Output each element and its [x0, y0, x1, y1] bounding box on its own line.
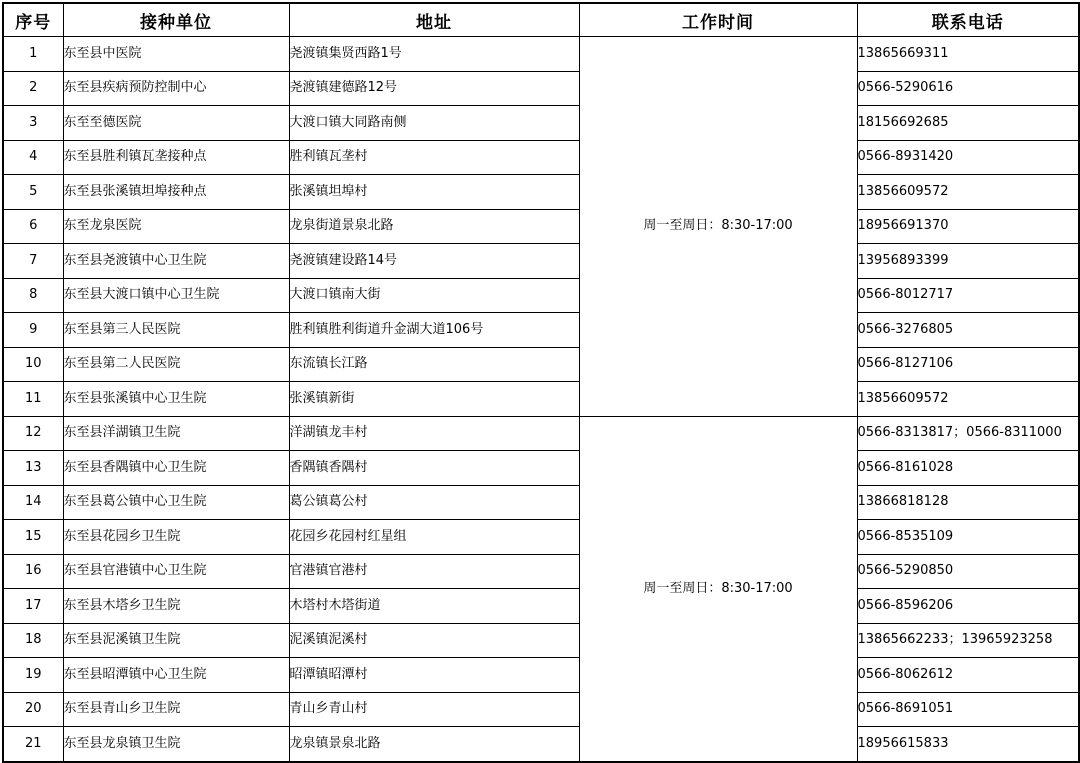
cell-index: 18 — [3, 623, 63, 658]
cell-unit: 东至县大渡口镇中心卫生院 — [63, 278, 289, 313]
cell-unit: 东至县昭潭镇中心卫生院 — [63, 658, 289, 693]
cell-unit: 东至至德医院 — [63, 106, 289, 141]
table-row — [3, 106, 1079, 141]
cell-phone: 0566-8313817；0566-8311000 — [857, 416, 1079, 451]
cell-index: 4 — [3, 140, 63, 175]
cell-phone: 13856609572 — [857, 382, 1079, 417]
cell-index: 2 — [3, 71, 63, 106]
table-header — [3, 3, 1079, 37]
cell-index: 11 — [3, 382, 63, 417]
cell-unit: 东至县花园乡卫生院 — [63, 520, 289, 555]
table-row — [3, 347, 1079, 382]
cell-address: 尧渡镇建德路12号 — [289, 71, 579, 106]
cell-index: 17 — [3, 589, 63, 624]
column-header-index: 序号 — [3, 3, 63, 37]
cell-phone: 0566-8931420 — [857, 140, 1079, 175]
cell-worktime: 周一至周日：8:30-17:00 — [579, 37, 857, 417]
cell-phone: 0566-5290850 — [857, 554, 1079, 589]
cell-phone: 0566-5290616 — [857, 71, 1079, 106]
cell-phone: 13856609572 — [857, 175, 1079, 210]
cell-index: 16 — [3, 554, 63, 589]
cell-index: 12 — [3, 416, 63, 451]
table-header-row — [3, 3, 1079, 37]
cell-index: 8 — [3, 278, 63, 313]
cell-phone: 0566-8535109 — [857, 520, 1079, 555]
cell-address: 尧渡镇建设路14号 — [289, 244, 579, 279]
cell-address: 木塔村木塔街道 — [289, 589, 579, 624]
table-row — [3, 278, 1079, 313]
column-header-phone: 联系电话 — [857, 3, 1079, 37]
table-row — [3, 451, 1079, 486]
cell-index: 20 — [3, 692, 63, 727]
cell-unit: 东至龙泉医院 — [63, 209, 289, 244]
cell-phone: 0566-8127106 — [857, 347, 1079, 382]
cell-address: 香隅镇香隅村 — [289, 451, 579, 486]
cell-index: 6 — [3, 209, 63, 244]
cell-index: 3 — [3, 106, 63, 141]
cell-index: 5 — [3, 175, 63, 210]
cell-address: 胜利镇瓦垄村 — [289, 140, 579, 175]
cell-unit: 东至县第三人民医院 — [63, 313, 289, 348]
cell-unit: 东至县泥溪镇卫生院 — [63, 623, 289, 658]
cell-phone: 0566-3276805 — [857, 313, 1079, 348]
cell-unit: 东至县第二人民医院 — [63, 347, 289, 382]
cell-address: 花园乡花园村红星组 — [289, 520, 579, 555]
cell-address: 洋湖镇龙丰村 — [289, 416, 579, 451]
table-row — [3, 209, 1079, 244]
table-row — [3, 382, 1079, 417]
cell-unit: 东至县中医院 — [63, 37, 289, 72]
cell-index: 1 — [3, 37, 63, 72]
cell-index: 10 — [3, 347, 63, 382]
cell-index: 21 — [3, 727, 63, 762]
table-row — [3, 727, 1079, 762]
column-header-address: 地址 — [289, 3, 579, 37]
cell-phone: 0566-8596206 — [857, 589, 1079, 624]
table-row — [3, 485, 1079, 520]
cell-unit: 东至县张溪镇中心卫生院 — [63, 382, 289, 417]
cell-phone: 0566-8062612 — [857, 658, 1079, 693]
cell-address: 胜利镇胜利街道升金湖大道106号 — [289, 313, 579, 348]
cell-phone: 18156692685 — [857, 106, 1079, 141]
table-row — [3, 416, 1079, 451]
cell-address: 葛公镇葛公村 — [289, 485, 579, 520]
table-row — [3, 71, 1079, 106]
cell-unit: 东至县张溪镇坦埠接种点 — [63, 175, 289, 210]
cell-address: 青山乡青山村 — [289, 692, 579, 727]
cell-index: 15 — [3, 520, 63, 555]
cell-unit: 东至县龙泉镇卫生院 — [63, 727, 289, 762]
table-row — [3, 692, 1079, 727]
cell-phone: 0566-8012717 — [857, 278, 1079, 313]
cell-address: 龙泉镇景泉北路 — [289, 727, 579, 762]
cell-index: 14 — [3, 485, 63, 520]
cell-phone: 18956615833 — [857, 727, 1079, 762]
cell-index: 13 — [3, 451, 63, 486]
cell-address: 张溪镇新街 — [289, 382, 579, 417]
cell-phone: 13866818128 — [857, 485, 1079, 520]
table-row — [3, 313, 1079, 348]
cell-index: 9 — [3, 313, 63, 348]
cell-unit: 东至县疾病预防控制中心 — [63, 71, 289, 106]
cell-address: 大渡口镇大同路南侧 — [289, 106, 579, 141]
cell-unit: 东至县木塔乡卫生院 — [63, 589, 289, 624]
cell-address: 尧渡镇集贤西路1号 — [289, 37, 579, 72]
cell-unit: 东至县尧渡镇中心卫生院 — [63, 244, 289, 279]
cell-phone: 0566-8691051 — [857, 692, 1079, 727]
cell-index: 7 — [3, 244, 63, 279]
table-row — [3, 244, 1079, 279]
cell-address: 张溪镇坦埠村 — [289, 175, 579, 210]
cell-phone: 18956691370 — [857, 209, 1079, 244]
cell-worktime: 周一至周日：8:30-17:00 — [579, 416, 857, 762]
cell-address: 龙泉街道景泉北路 — [289, 209, 579, 244]
cell-address: 官港镇官港村 — [289, 554, 579, 589]
cell-phone: 13865669311 — [857, 37, 1079, 72]
cell-unit: 东至县葛公镇中心卫生院 — [63, 485, 289, 520]
cell-phone: 13956893399 — [857, 244, 1079, 279]
cell-unit: 东至县洋湖镇卫生院 — [63, 416, 289, 451]
table-row — [3, 623, 1079, 658]
cell-phone: 0566-8161028 — [857, 451, 1079, 486]
cell-address: 大渡口镇南大街 — [289, 278, 579, 313]
table-body — [3, 37, 1079, 762]
vaccination-sites-table — [2, 2, 1080, 763]
cell-address: 东流镇长江路 — [289, 347, 579, 382]
cell-phone: 13865662233；13965923258 — [857, 623, 1079, 658]
cell-unit: 东至县香隅镇中心卫生院 — [63, 451, 289, 486]
cell-address: 泥溪镇泥溪村 — [289, 623, 579, 658]
table-row — [3, 658, 1079, 693]
table-row — [3, 37, 1079, 72]
table-row — [3, 520, 1079, 555]
cell-unit: 东至县青山乡卫生院 — [63, 692, 289, 727]
cell-unit: 东至县官港镇中心卫生院 — [63, 554, 289, 589]
table-row — [3, 589, 1079, 624]
table-row — [3, 140, 1079, 175]
cell-index: 19 — [3, 658, 63, 693]
cell-address: 昭潭镇昭潭村 — [289, 658, 579, 693]
column-header-unit: 接种单位 — [63, 3, 289, 37]
column-header-worktime: 工作时间 — [579, 3, 857, 37]
table-row — [3, 554, 1079, 589]
table-row — [3, 175, 1079, 210]
cell-unit: 东至县胜利镇瓦垄接种点 — [63, 140, 289, 175]
